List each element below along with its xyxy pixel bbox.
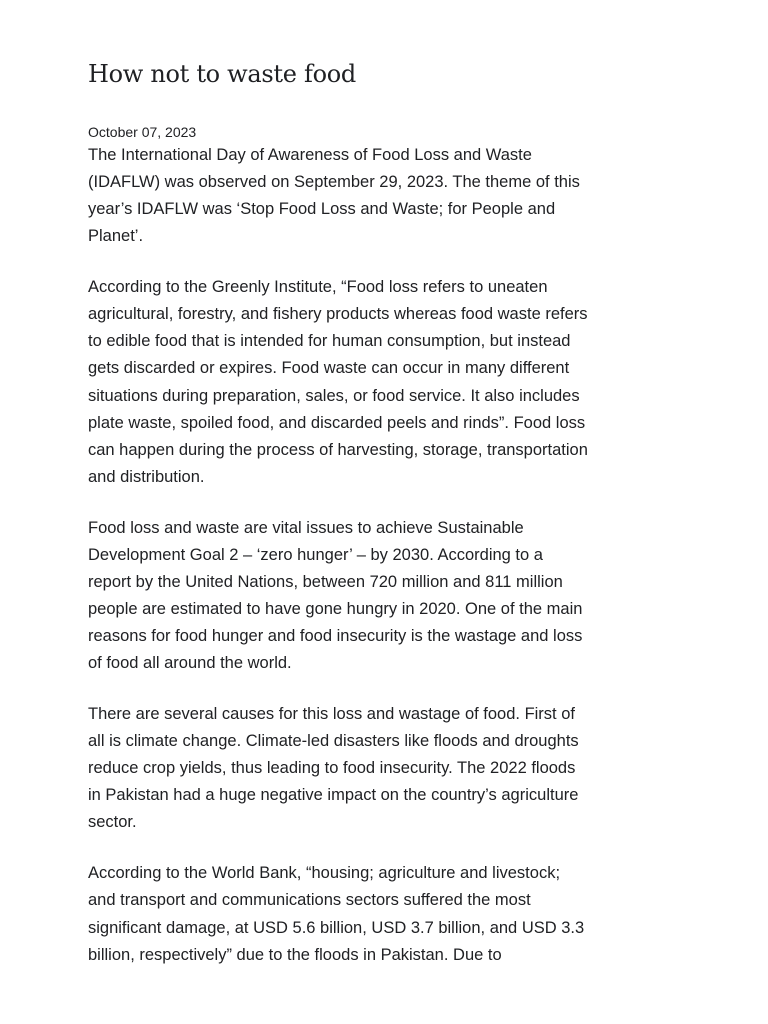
- article-paragraph: The International Day of Awareness of Food Loss and Waste (IDAFLW) was observed on September 29, 2023. The theme of this year’s IDAFLW was ‘Stop Food Loss and Waste; for People and Planet’.: [88, 146, 580, 246]
- article-paragraph: According to the Greenly Institute, “Food loss refers to uneaten agricultural, forestry, and fishery products whereas food waste refers to edible food that is intended for human consumption, but instead gets discarded or expires. Food waste can occur in many different situations during preparation, sales, or food service. It also includes plate waste, spoiled food, and discarded peels and rinds”. Food loss can happen during the process of harvesting, storage, transportation and distribution.: [88, 278, 588, 486]
- article-paragraph: According to the World Bank, “housing; agriculture and livestock; and transport and communications sectors suffered the most significant damage, at USD 5.6 billion, USD 3.7 billion, and USD 3.3 billion, respectively” due to the floods in Pakistan. Due to: [88, 864, 585, 964]
- article-date: October 07, 2023: [88, 124, 197, 140]
- article-paragraph: Food loss and waste are vital issues to achieve Sustainable Development Goal 2 – ‘zero hunger’ – by 2030. According to a report by the United Nations, between 720 million and 811 million people are estimated to have gone hungry in 2020. One of the main reasons for food hunger and food insecurity is the wastage and loss of food all around the world.: [88, 518, 583, 673]
- article-paragraph: There are several causes for this loss and wastage of food. First of all is climate change. Climate-led disasters like floods and droughts reduce crop yields, thus leading to food insecurity. The 2022 floods in Pakistan had a huge negative impact on the country’s agriculture sector.: [88, 705, 579, 832]
- article: [88, 56, 588, 993]
- article-title: How not to waste food: [88, 60, 356, 88]
- article-body: [88, 142, 588, 969]
